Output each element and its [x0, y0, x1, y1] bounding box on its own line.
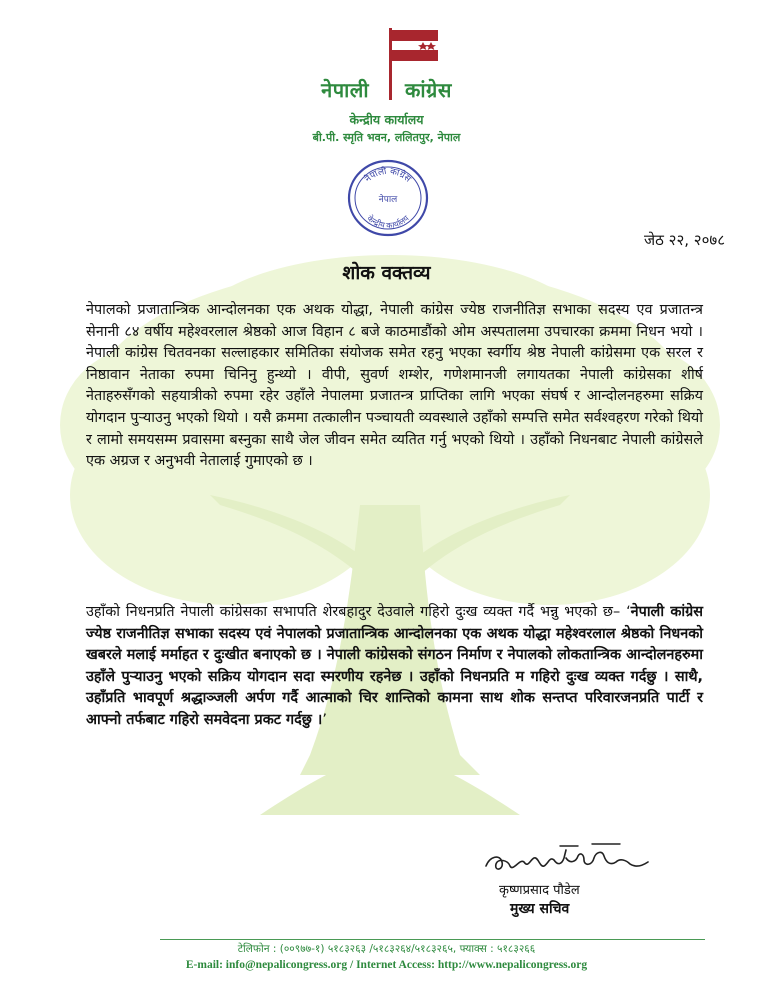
party-name-right: कांग्रेस — [405, 78, 452, 102]
seal-text-center: नेपाल — [378, 195, 398, 205]
signatory-designation: मुख्य सचिव — [510, 901, 570, 917]
handwritten-signature — [480, 838, 655, 882]
president-quote: नेपाली कांग्रेस ज्येष्ठ राजनीतिज्ञ सभाका सदस्य एवं नेपालको प्रजातान्त्रिक आन्दोलनका एक अथक योद्धा महेश्वरलाल श्रेष्ठको निधनको खबरले मलाई मर्माहत र दुःखीत बनाएको छ । नेपाली कांग्रेसको संगठन निर्माण र नेपालको लोकतान्त्रिक आन्दोलनहरुमा उहाँले पुऱ्याउनु भएको सक्रिय योगदान सदा स्मरणीय रहनेछ । उहाँको निधनप्रति म गहिरो दुःख व्यक्त गर्दछु । साथै, उहाँप्रति भावपूर्ण श्रद्धाञ्जली अर्पण गर्दै आत्माको चिर शान्तिको कामना साथ शोक सन्तप्त परिवारजनप्रति पार्टी र आफ्नो तर्फबाट गहिरो समवेदना प्रकट गर्दछु । — [86, 604, 703, 728]
body-paragraph-1: नेपालको प्रजातान्त्रिक आन्दोलनका एक अथक योद्धा, नेपाली कांग्रेस ज्येष्ठ राजनीतिज्ञ सभाका सदस्य एव प्रजातन्त्र सेनानी ८४ वर्षीय महेश्वरलाल श्रेष्ठको आज विहान ८ बजे काठमाडौंको ओम अस्पतालमा उपचारका क्रममा निधन भयो । नेपाली कांग्रेस चितवनका सल्लाहकार समितिका संयोजक समेत रहनु भएका स्वर्गीय श्रेष्ठ नेपाली कांग्रेसमा एक सरल र निष्ठावान नेताका रुपमा चिनिनु हुन्थ्यो । वीपी, सुवर्ण शम्शेर, गणेशमानजी लगायतका नेपाली कांग्रेसका शीर्ष नेताहरुसँगको सहयात्रीको रुपमा रहेर उहाँले नेपालमा प्रजातन्त्र प्राप्तिका लागि भएका संघर्ष र आन्दोलनहरुमा सक्रिय योगदान पुऱ्याउनु भएको थियो । यसै क्रममा तत्कालीन पञ्चायती व्यवस्थाले उहाँको सम्पत्ति समेत सर्वश्वहरण गरेको थियो र लामो समयसम्म प्रवासमा बस्नुका साथै जेल जीवन समेत व्यतित गर्नु भएको थियो । उहाँको निधनबाट नेपाली कांग्रेसले एक अग्रज र अनुभवी नेतालाई गुमाएको छ । — [86, 302, 703, 470]
document-date: जेठ २२, २०७८ — [644, 231, 725, 249]
footer-phone: टेलिफोन : (००९७७-१) ५१८३२६३ /५१८३२६४/५१८३२६५, फ्याक्स : ५१८३२६६ — [237, 943, 536, 955]
document-title: शोक वक्तव्य — [342, 262, 431, 284]
party-seal-stamp — [346, 158, 430, 238]
body-paragraph-2 — [86, 602, 703, 732]
svg-text:केन्द्रीय कार्यालय — [365, 213, 411, 230]
party-name — [0, 76, 773, 103]
seal-text-top: नेपाली कांग्रेस — [363, 166, 413, 185]
signatory-name: कृष्णप्रसाद पौडेल — [499, 883, 580, 898]
footer-divider — [160, 939, 705, 940]
office-address: बी.पी. स्मृति भवन, ललितपुर, नेपाल — [312, 131, 461, 144]
footer-email-website[interactable]: E-mail: info@nepalicongress.org / Internet Access: http://www.nepalicongress.org — [185, 959, 588, 971]
paragraph-2-intro: उहाँको निधनप्रति नेपाली कांग्रेसका सभापति शेरबहादुर देउवाले गहिरो दुःख व्यक्त गर्दै भन्नु भएको छ– ‘ — [86, 604, 631, 620]
svg-text:नेपाली कांग्रेस — [362, 165, 413, 185]
party-name-left: नेपाली — [321, 78, 370, 102]
quote-close: ’ — [322, 711, 327, 728]
seal-text-bottom: केन्द्रीय कार्यालय — [365, 213, 411, 231]
office-name: केन्द्रीय कार्यालय — [349, 112, 424, 127]
